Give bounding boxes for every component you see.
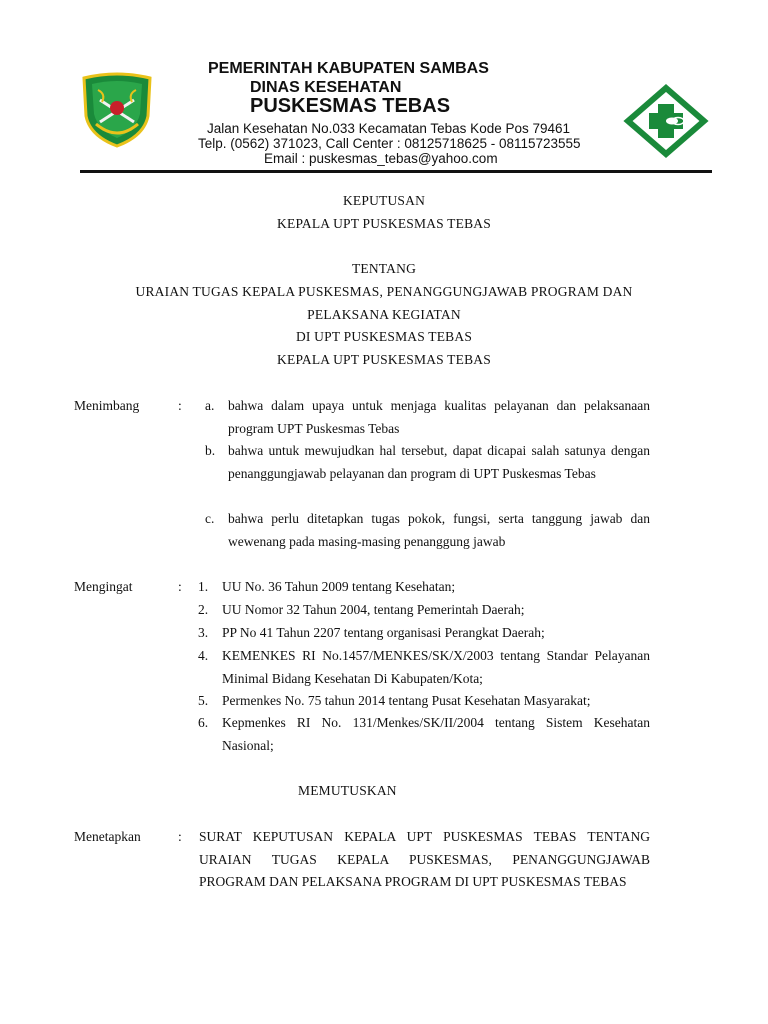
- list-item: bahwa dalam upaya untuk menjaga kualitas pelayanan dan pelaksanaan program UPT Puskesmas Tebas: [228, 398, 650, 436]
- list-marker: 5.: [198, 693, 209, 708]
- list-marker: 4.: [198, 648, 209, 663]
- puskesmas-cross-icon: [622, 84, 710, 158]
- section-colon: :: [178, 579, 182, 594]
- list-item: bahwa untuk mewujudkan hal tersebut, dapat dicapai salah satunya dengan penanggungjawab pelayanan dan program di UPT Puskesmas Tebas: [228, 443, 650, 481]
- title-subject-line1: URAIAN TUGAS KEPALA PUSKESMAS, PENANGGUNGJAWAB PROGRAM DAN: [135, 284, 633, 299]
- letterhead-institution: PUSKESMAS TEBAS: [250, 95, 451, 117]
- letterhead-divider: [80, 170, 712, 173]
- list-marker: 6.: [198, 715, 209, 730]
- letterhead-phone: Telp. (0562) 371023, Call Center : 08125718625 - 08115723555: [198, 136, 581, 151]
- list-item: KEMENKES RI No.1457/MENKES/SK/X/2003 tentang Standar Pelayanan Minimal Bidang Kesehatan Di Kabupaten/Kota;: [222, 648, 650, 686]
- memutuskan-heading: MEMUTUSKAN: [298, 783, 397, 798]
- regency-coat-of-arms-icon: [78, 72, 156, 148]
- list-item: UU No. 36 Tahun 2009 tentang Kesehatan;: [222, 579, 456, 594]
- title-keputusan: KEPUTUSAN: [342, 193, 426, 208]
- list-item: bahwa perlu ditetapkan tugas pokok, fungsi, serta tanggung jawab dan wewenang pada masing-masing penanggung jawab: [228, 511, 650, 549]
- list-item: Permenkes No. 75 tahun 2014 tentang Pusat Kesehatan Masyarakat;: [222, 693, 591, 708]
- list-marker: 2.: [198, 602, 209, 617]
- section-colon: :: [178, 398, 182, 413]
- section-label: Menetapkan: [74, 829, 141, 844]
- letterhead-department: DINAS KESEHATAN: [250, 79, 402, 96]
- section-label: Menimbang: [74, 398, 140, 413]
- list-marker: 1.: [198, 579, 209, 594]
- section-colon: :: [178, 829, 182, 844]
- list-marker: a.: [205, 398, 215, 413]
- title-issuer: KEPALA UPT PUSKESMAS TEBAS: [277, 216, 491, 231]
- list-item: PP No 41 Tahun 2207 tentang organisasi Perangkat Daerah;: [222, 625, 545, 640]
- letterhead-government: PEMERINTAH KABUPATEN SAMBAS: [208, 60, 489, 77]
- title-subject-line3: DI UPT PUSKESMAS TEBAS: [295, 329, 473, 344]
- title-subject-line2: PELAKSANA KEGIATAN: [307, 307, 461, 322]
- list-item: Kepmenkes RI No. 131/Menkes/SK/II/2004 tentang Sistem Kesehatan Nasional;: [222, 715, 650, 753]
- list-marker: 3.: [198, 625, 209, 640]
- title-signatory: KEPALA UPT PUSKESMAS TEBAS: [277, 352, 491, 367]
- list-item: UU Nomor 32 Tahun 2004, tentang Pemerintah Daerah;: [222, 602, 525, 617]
- letterhead-email: Email : puskesmas_tebas@yahoo.com: [264, 151, 498, 166]
- section-label: Mengingat: [74, 579, 133, 594]
- list-marker: c.: [205, 511, 215, 526]
- title-tentang: TENTANG: [351, 261, 417, 276]
- letterhead-address: Jalan Kesehatan No.033 Kecamatan Tebas Kode Pos 79461: [207, 121, 571, 136]
- decision-text: SURAT KEPUTUSAN KEPALA UPT PUSKESMAS TEBAS TENTANG URAIAN TUGAS KEPALA PUSKESMAS, PENANGGUNGJAWAB PROGRAM DAN PELAKSANA PROGRAM DI UPT PUSKESMAS TEBAS: [199, 829, 650, 889]
- list-marker: b.: [205, 443, 216, 458]
